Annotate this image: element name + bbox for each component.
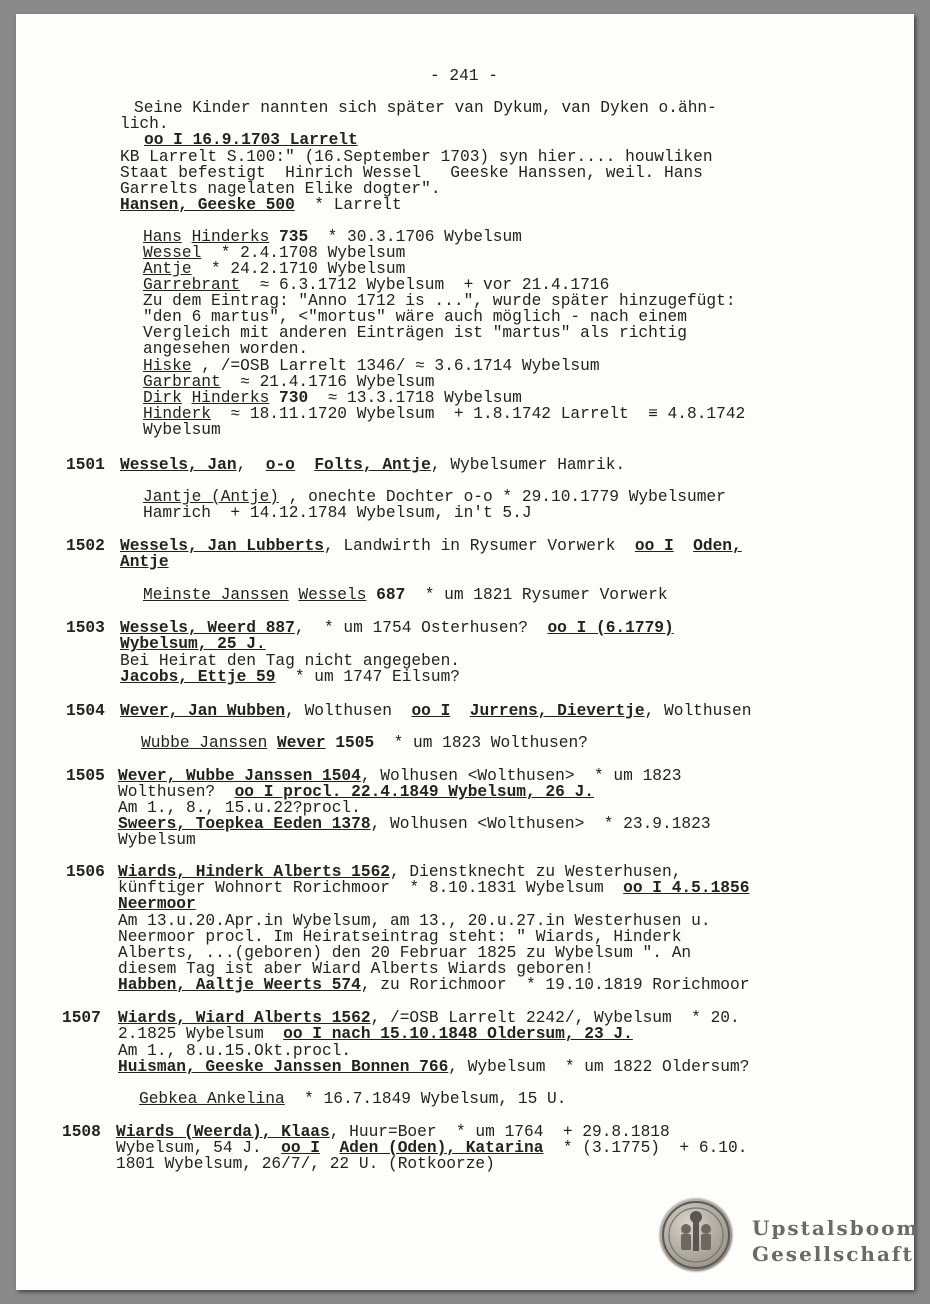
page-number: - 241 - xyxy=(430,67,498,85)
child-entry: Hamrich + 14.12.1784 Wybelsum, in't 5.J xyxy=(143,504,532,522)
spouse-line: Hansen, Geeske 500 * Larrelt xyxy=(120,196,402,214)
marriage-record: oo I 16.9.1703 Larrelt xyxy=(144,131,358,149)
entry-number: 1507 xyxy=(62,1009,101,1027)
marriage-line: 2.1825 Wybelsum oo I nach 15.10.1848 Oldersum, 23 J. xyxy=(118,1025,633,1043)
child-entry: Wybelsum xyxy=(143,421,221,439)
intro-line: lich. xyxy=(120,115,169,133)
marriage-line: Wolthusen? oo I procl. 22.4.1849 Wybelsum, 26 J. xyxy=(118,783,594,801)
entry-head: Wessels, Weerd 887, * um 1754 Osterhusen? oo I (6.1779) xyxy=(120,619,674,637)
child-entry: Jantje (Antje) , onechte Dochter o-o * 29.10.1779 Wybelsumer xyxy=(143,488,726,506)
note-line: "den 6 martus", <"mortus" wäre auch möglich - nach einem xyxy=(143,308,687,326)
entry-head: Wever, Jan Wubben, Wolthusen oo I Jurrens, Dievertje, Wolthusen xyxy=(120,702,752,720)
entry-number: 1504 xyxy=(66,702,105,720)
church-book-quote: KB Larrelt S.100:" (16.September 1703) syn hier.... houwliken xyxy=(120,148,713,166)
note-line: Zu dem Eintrag: "Anno 1712 is ...", wurde später hinzugefügt: xyxy=(143,292,736,310)
seal-graphic xyxy=(660,1199,732,1271)
note-line: Am 1., 8.u.15.Okt.procl. xyxy=(118,1042,352,1060)
intro-line: Seine Kinder nannten sich später van Dykum, van Dyken o.ähn- xyxy=(134,99,717,117)
church-book-quote: Garrelts nagelaten Elike dogter". xyxy=(120,180,441,198)
document-page xyxy=(16,14,920,1290)
child-entry: Antje * 24.2.1710 Wybelsum xyxy=(143,260,406,278)
note-line: Am 1., 8., 15.u.22?procl. xyxy=(118,799,361,817)
note-line: Vergleich mit anderen Einträgen ist "martus" als richtig xyxy=(143,324,687,342)
entry-head: Wiards, Wiard Alberts 1562, /=OSB Larrelt 2242/, Wybelsum * 20. xyxy=(118,1009,740,1027)
note-line: 1801 Wybelsum, 26/7/, 22 U. (Rotkoorze) xyxy=(116,1155,495,1173)
spouse-line: Jacobs, Ettje 59 * um 1747 Eilsum? xyxy=(120,668,461,686)
child-entry: Gebkea Ankelina * 16.7.1849 Wybelsum, 15 U. xyxy=(139,1090,567,1108)
note-line: angesehen worden. xyxy=(143,340,309,358)
spouse-name: Hansen, Geeske 500 xyxy=(120,196,295,214)
child-entry: Dirk Hinderks 730 ≈ 13.3.1718 Wybelsum xyxy=(143,389,522,407)
note-line: Neermoor procl. Im Heiratseintrag steht: " Wiards, Hinderk xyxy=(118,928,682,946)
note-line: Am 13.u.20.Apr.in Wybelsum, am 13., 20.u.27.in Westerhusen u. xyxy=(118,912,711,930)
spouse-name: Antje xyxy=(120,553,169,571)
note-line: Bei Heirat den Tag nicht angegeben. xyxy=(120,652,460,670)
child-entry: Hiske , /=OSB Larrelt 1346/ ≈ 3.6.1714 Wybelsum xyxy=(143,357,600,375)
entry-head: Wiards, Hinderk Alberts 1562, Dienstknecht zu Westerhusen, xyxy=(118,863,682,881)
entry-number: 1506 xyxy=(66,863,105,881)
entry-number: 1501 xyxy=(66,456,105,474)
child-entry: Meinste Janssen Wessels 687 * um 1821 Rysumer Vorwerk xyxy=(143,586,668,604)
church-book-quote: Staat befestigt Hinrich Wessel Geeske Hanssen, weil. Hans xyxy=(120,164,703,182)
marriage-line: künftiger Wohnort Rorichmoor * 8.10.1831 Wybelsum oo I 4.5.1856 xyxy=(118,879,750,897)
note-line: diesem Tag ist aber Wiard Alberts Wiards geboren! xyxy=(118,960,594,978)
seal-logo-icon xyxy=(660,1199,732,1271)
spouse-line: Habben, Aaltje Weerts 574, zu Rorichmoor * 19.10.1819 Rorichmoor xyxy=(118,976,750,994)
marriage-line: Wybelsum, 54 J. oo I Aden (Oden), Katarina * (3.1775) + 6.10. xyxy=(116,1139,748,1157)
child-entry: Hinderk ≈ 18.11.1720 Wybelsum + 1.8.1742 Larrelt ≡ 4.8.1742 xyxy=(143,405,746,423)
brand-name-line1: Upstalsboom xyxy=(752,1216,920,1240)
entry-number: 1505 xyxy=(66,767,105,785)
spouse-line: Sweers, Toepkea Eeden 1378, Wolhusen <Wolthusen> * 23.9.1823 xyxy=(118,815,711,833)
child-entry: Hans Hinderks 735 * 30.3.1706 Wybelsum xyxy=(143,228,522,246)
entry-head: Wever, Wubbe Janssen 1504, Wolhusen <Wolthusen> * um 1823 xyxy=(118,767,682,785)
entry-head: Wessels, Jan, o-o Folts, Antje, Wybelsumer Hamrik. xyxy=(120,456,626,474)
note-line: Alberts, ...(geboren) den 20 Februar 1825 zu Wybelsum ". An xyxy=(118,944,692,962)
child-entry: Wubbe Janssen Wever 1505 * um 1823 Wolthusen? xyxy=(141,734,588,752)
marriage-record: Neermoor xyxy=(118,895,196,913)
entry-head: Wessels, Jan Lubberts, Landwirth in Rysumer Vorwerk oo I Oden, xyxy=(120,537,742,555)
spouse-line: Wybelsum xyxy=(118,831,196,849)
marriage-record: Wybelsum, 25 J. xyxy=(120,635,266,653)
entry-number: 1502 xyxy=(66,537,105,555)
brand-name-line2: Gesellschaft xyxy=(752,1242,914,1266)
entry-number: 1503 xyxy=(66,619,105,637)
child-entry: Garrebrant ≈ 6.3.1712 Wybelsum + vor 21.4.1716 xyxy=(143,276,610,294)
child-entry: Wessel * 2.4.1708 Wybelsum xyxy=(143,244,406,262)
entry-number: 1508 xyxy=(62,1123,101,1141)
spouse-line: Huisman, Geeske Janssen Bonnen 766, Wybelsum * um 1822 Oldersum? xyxy=(118,1058,750,1076)
child-entry: Garbrant ≈ 21.4.1716 Wybelsum xyxy=(143,373,435,391)
entry-head: Wiards (Weerda), Klaas, Huur=Boer * um 1764 + 29.8.1818 xyxy=(116,1123,670,1141)
